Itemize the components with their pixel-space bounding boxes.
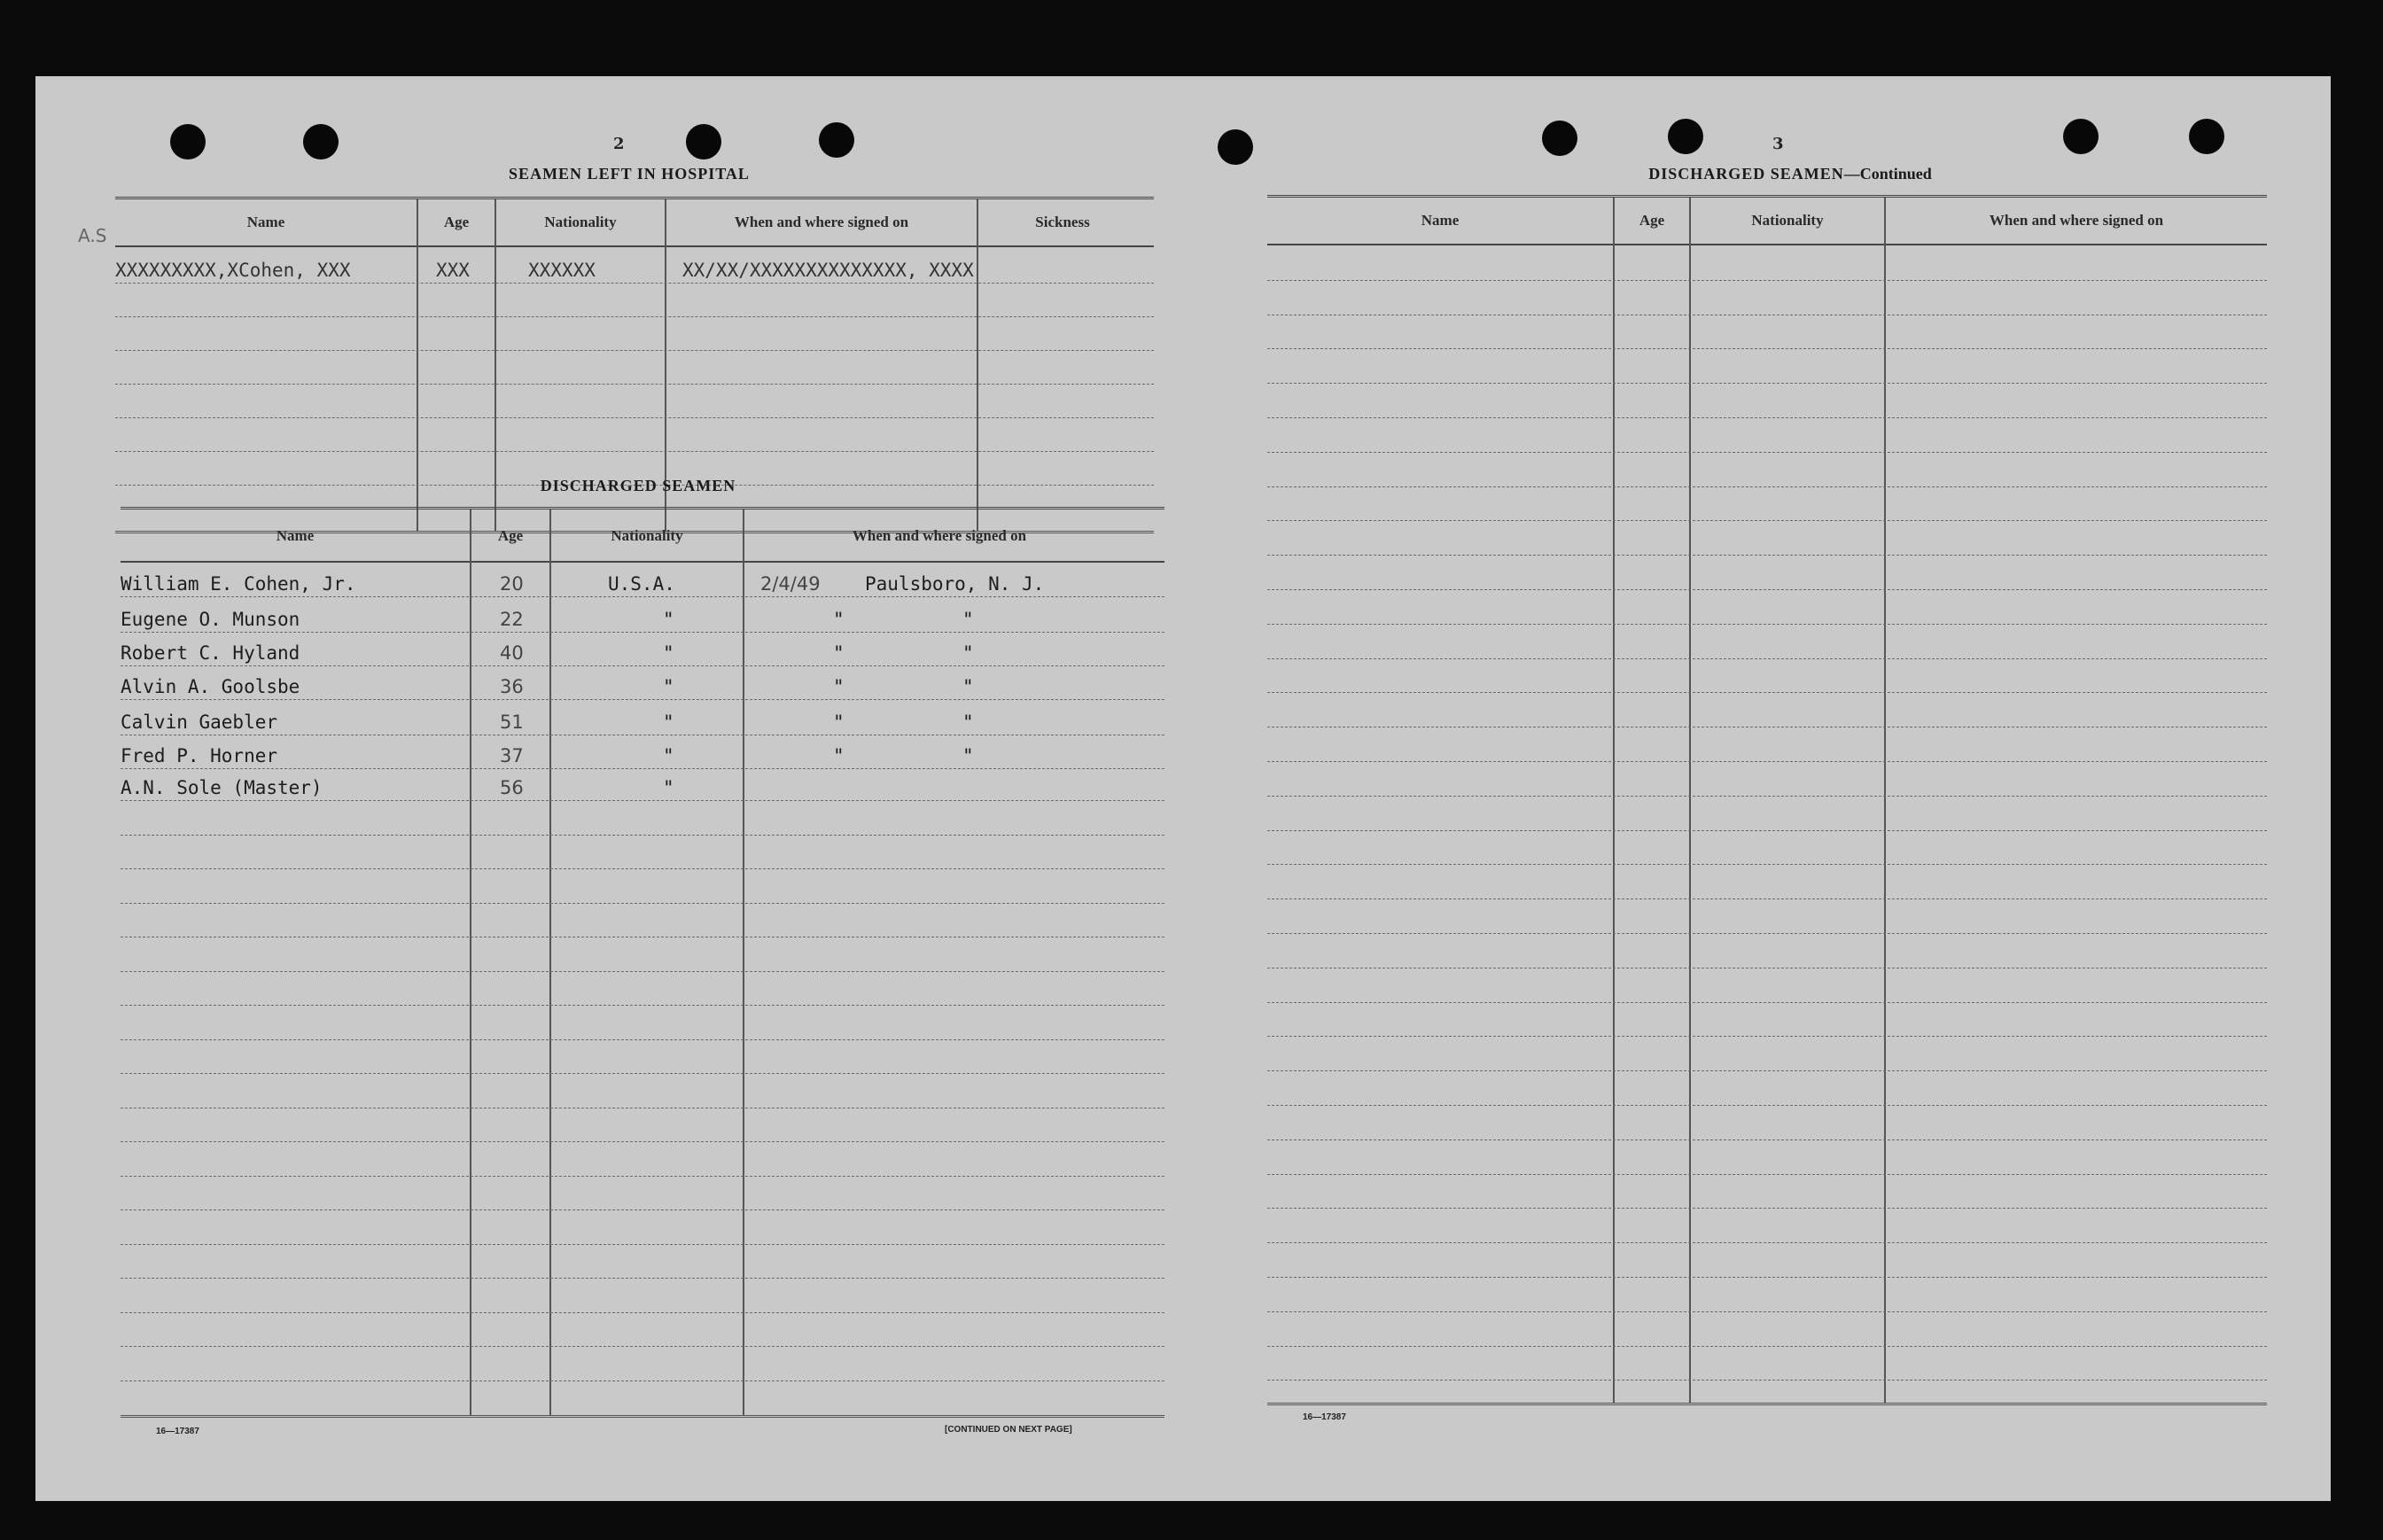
blank-row [1267,1002,2267,1038]
blank-row [1267,486,2267,522]
blank-row [121,1176,1164,1211]
hospital-age-cell: XXX [436,260,470,281]
page-number: 3 [1772,135,1784,153]
seaman-date-cell: 2/4/49 [760,573,821,595]
discharged-table [121,507,1164,1418]
blank-row [1267,280,2267,315]
column-header-signed-on: When and where signed on [852,527,1027,544]
blank-row [1267,796,2267,831]
blank-row [1267,898,2267,934]
blank-row [1267,1277,2267,1312]
blank-row [1267,761,2267,797]
blank-row [121,971,1164,1007]
blank-row [121,1141,1164,1177]
blank-row [121,800,1164,836]
blank-row [121,1209,1164,1245]
table-row [121,563,1164,597]
blank-row [1267,727,2267,762]
hospital-signed-on-cell: XX/XX/XXXXXXXXXXXXXX, XXXX [682,260,974,281]
blank-row [121,1244,1164,1279]
discharged-rows [121,563,1164,1412]
table-row [115,384,1154,418]
seaman-age-cell: 37 [500,745,524,766]
seaman-place-cell: " [962,676,974,697]
blank-row [1267,245,2267,281]
seaman-name-cell: Fred P. Horner [121,745,278,766]
blank-row [1267,692,2267,727]
blank-row [121,1312,1164,1348]
punch-hole [1218,129,1253,165]
blank-row [1267,1036,2267,1071]
column-header-nationality: Nationality [611,527,683,544]
seaman-nationality-cell: " [663,745,674,766]
blank-row [121,1073,1164,1108]
seaman-date-cell: " [833,642,845,664]
table-row [115,350,1154,385]
table-row [121,699,1164,735]
seaman-date-cell: " [833,609,845,630]
seaman-nationality-cell: " [663,609,674,630]
table-row [121,665,1164,700]
blank-row [1267,1311,2267,1347]
table-row [115,316,1154,351]
hospital-table-header [115,199,1154,247]
blank-row [1267,348,2267,384]
blank-row [1267,452,2267,487]
punch-hole [170,124,206,159]
blank-row [1267,417,2267,453]
document-scan [35,76,2331,1501]
column-header-age: Age [1639,212,1665,229]
blank-row [1267,1139,2267,1175]
punch-hole [2189,119,2224,154]
section-title-discharged-continued [1542,165,2038,183]
column-header-signed-on: When and where signed on [1989,212,2164,229]
blank-row [121,1005,1164,1040]
column-header-signed-on: When and where signed on [734,214,909,230]
blank-row [1267,315,2267,350]
discharged-continued-rows [1267,245,2267,1399]
table-row [121,632,1164,666]
blank-row [121,868,1164,904]
seaman-place-cell: " [962,745,974,766]
seaman-age-cell: 51 [500,712,524,733]
hospital-name-cell: XXXXXXXXX,XCohen, XXX [115,260,351,281]
seaman-nationality-cell: " [663,676,674,697]
blank-row [1267,1070,2267,1106]
blank-row [1267,624,2267,659]
blank-row [1267,1346,2267,1381]
seaman-name-cell: Eugene O. Munson [121,609,300,630]
table-row [121,768,1164,801]
seaman-place-cell: " [962,712,974,733]
page-number: 2 [613,135,625,153]
seaman-name-cell: Alvin A. Goolsbe [121,676,300,697]
column-header-nationality: Nationality [1751,212,1824,229]
blank-row [121,937,1164,972]
seaman-place-cell: Paulsboro, N. J. [865,573,1045,595]
table-row [121,596,1164,633]
table-row [115,283,1154,317]
seaman-name-cell: A.N. Sole (Master) [121,777,323,798]
seaman-nationality-cell: " [663,777,674,798]
column-header-nationality: Nationality [544,214,617,230]
blank-row [121,903,1164,938]
seaman-nationality-cell: U.S.A. [608,573,675,595]
seaman-date-cell: " [833,676,845,697]
punch-hole [1542,121,1577,156]
seaman-date-cell: " [833,712,845,733]
blank-row [1267,1208,2267,1243]
seaman-place-cell: " [962,642,974,664]
margin-mark: A.S [78,225,107,246]
seaman-nationality-cell: " [663,712,674,733]
blank-row [1267,1105,2267,1140]
punch-hole [2063,119,2099,154]
seaman-age-cell: 56 [500,777,524,798]
discharged-continued-header [1267,198,2267,245]
section-title-main: DISCHARGED SEAMEN [1648,165,1844,183]
punch-hole [303,124,339,159]
hospital-nationality-cell: XXXXXX [528,260,596,281]
blank-row [1267,555,2267,590]
blank-row [1267,830,2267,866]
blank-row [121,1108,1164,1143]
blank-row [1267,658,2267,694]
discharged-continued-table [1267,195,2267,1405]
seaman-place-cell: " [962,609,974,630]
punch-hole [1668,119,1703,154]
seaman-age-cell: 36 [500,676,524,697]
column-header-age: Age [497,527,524,544]
form-number: 16—17387 [156,1427,199,1436]
blank-row [1267,1174,2267,1209]
table-row [121,735,1164,769]
seaman-name-cell: Calvin Gaebler [121,712,278,733]
table-row [115,247,1154,284]
column-header-age: Age [443,214,470,230]
blank-row [1267,589,2267,625]
seaman-age-cell: 22 [500,609,524,630]
seaman-date-cell: " [833,745,845,766]
seaman-nationality-cell: " [663,642,674,664]
section-title-hospital: SEAMEN LEFT IN HOSPITAL [509,165,750,183]
blank-row [1267,1242,2267,1278]
section-title-suffix: —Continued [1843,165,1932,183]
column-header-sickness: Sickness [1035,214,1090,230]
blank-row [1267,968,2267,1003]
seaman-age-cell: 40 [500,642,524,664]
discharged-table-header [121,509,1164,563]
blank-row [1267,933,2267,968]
table-row [115,417,1154,452]
seaman-name-cell: Robert C. Hyland [121,642,300,664]
column-header-name: Name [246,214,285,230]
column-header-name: Name [276,527,315,544]
punch-hole [819,122,854,158]
blank-row [121,1278,1164,1313]
continued-note: [CONTINUED ON NEXT PAGE] [945,1425,1072,1435]
form-number: 16—17387 [1303,1412,1346,1422]
blank-row [121,1039,1164,1075]
seaman-name-cell: William E. Cohen, Jr. [121,573,356,595]
blank-row [121,1346,1164,1381]
blank-row [1267,383,2267,418]
section-title-discharged: DISCHARGED SEAMEN [540,477,736,494]
column-header-name: Name [1421,212,1460,229]
blank-row [121,835,1164,870]
blank-row [1267,520,2267,556]
punch-hole [686,124,721,159]
seaman-age-cell: 20 [500,573,524,595]
blank-row [1267,864,2267,899]
